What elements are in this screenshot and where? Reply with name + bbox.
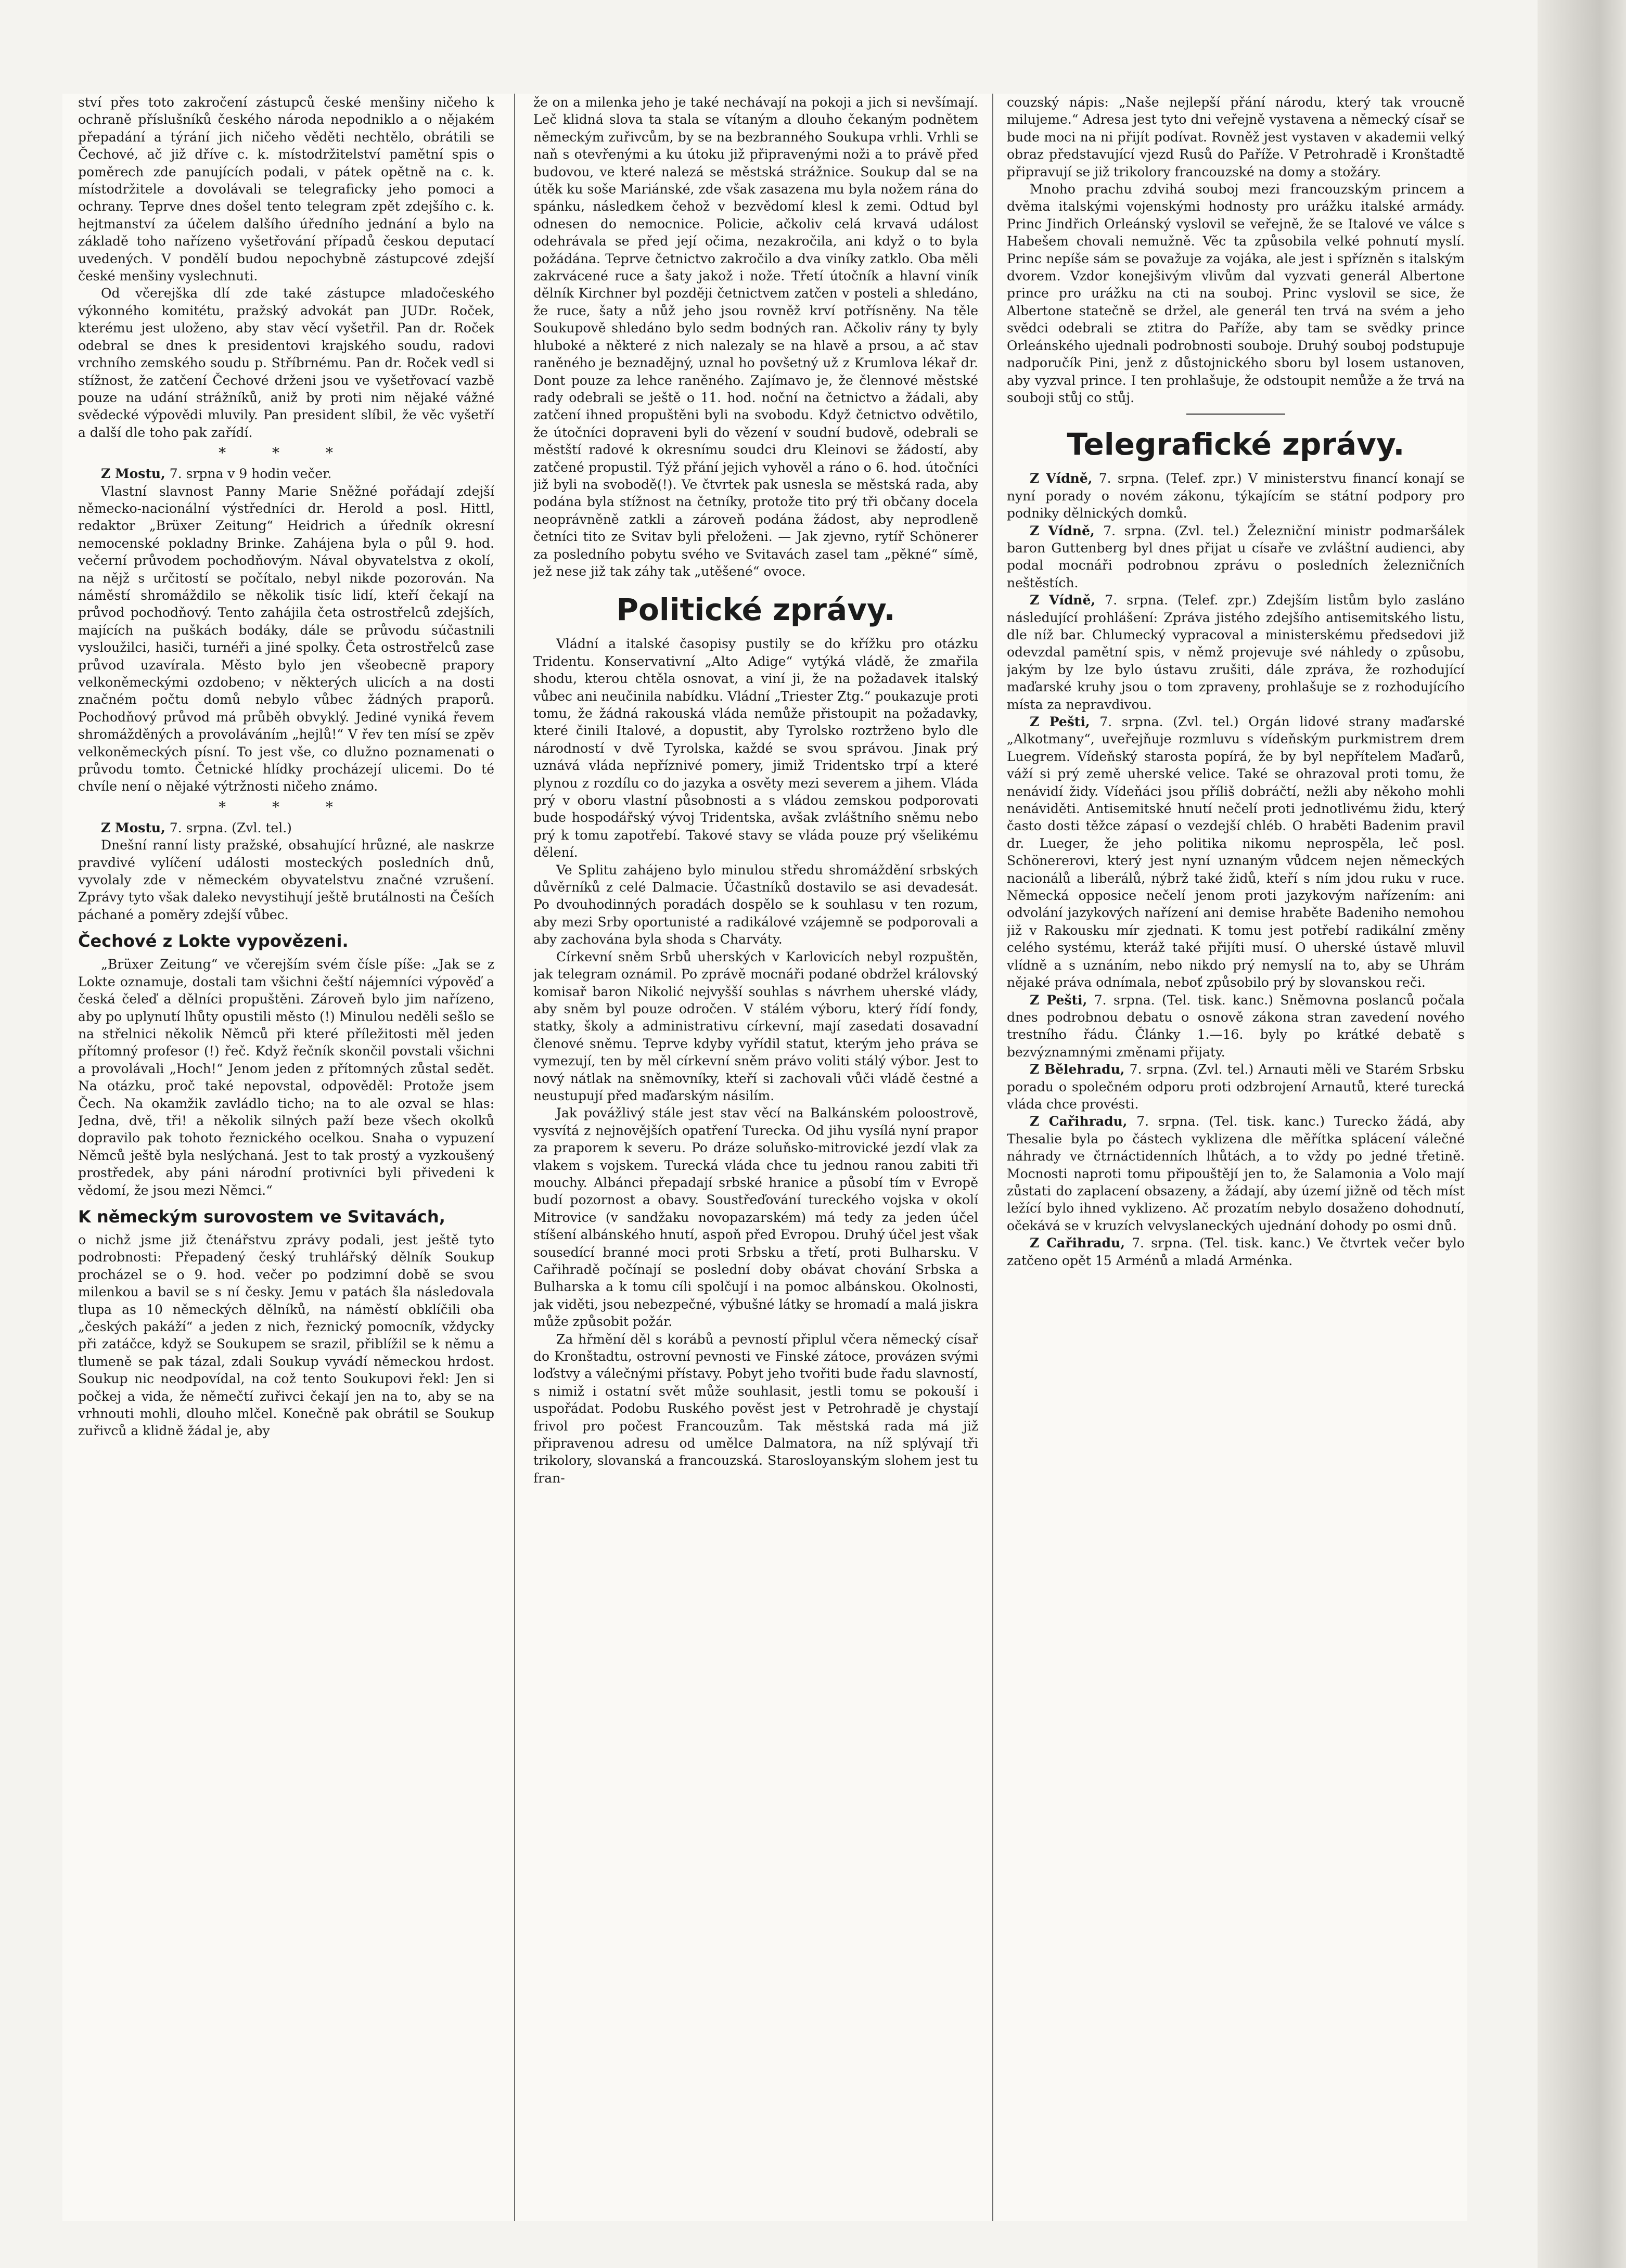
section-heading: Politické zprávy. <box>616 592 895 628</box>
news-item-text: 7. srpna. (Zvl. tel.) Arnauti měli ve Starém Srbsku poradu o společném odporu proti odzbrojení Arnautů, které turecká vláda chce provésti. <box>1007 1062 1465 1112</box>
dateline: Z Pešti, <box>1030 992 1087 1008</box>
article-paragraph: ství přes toto zakročení zástupců české menšiny ničeho k ochraně příslušníků českého národa nepodniklo a o nějakém přepadání a týrání jich ničeho věděti nechtělo, obrátili se Čechové, ač již dříve c. k. místodržitelství pamětní spis o poměrech zde panujících podali, v pátek opětně na c. k. místodržitele a dovolávali se telegraficky jeho pomoci a ochrany. Teprve dnes došel tento telegram zpět zdejšího c. k. hejtmanství za účelem dalšího úředního jednání a bylo na základě toho nařízeno vyšetřování případů českou deputací uvedených. V pondělí budou nepochybně zástupcové zdejší české menšiny vyslechnuti. <box>78 95 494 284</box>
dateline: Z Bělehradu, <box>1030 1062 1125 1077</box>
section-separator: * * * <box>219 444 354 462</box>
news-item <box>1007 991 1465 1061</box>
article-paragraph: „Brüxer Zeitung“ ve včerejším svém čísle píše: „Jak se z Lokte oznamuje, dostali tam všichni čeští nájemníci výpověď a česká čeleď a dělníci propuštěni. Zároveň bylo jim nařízeno, aby po uplynutí lhůty opustili město (!) Minulou neděli sešlo se na střelnici několik Němců při které příležitosti měl jeden přítomný profesor (!) řeč. Když řečník skončil povstali všichni a provolávali „Hoch!“ Jenom jeden z přítomných zůstal sedět. Na otázku, proč také nepovstal, odpověděl: Protože jsem Čech. Na okamžik zavládlo ticho; na to ale ozval se hlas: Jedna, dvě, tři! a několik silných paží beze všech okolků dopravilo pak tohoto řeznického ocelkou. Snaha o vypuzení Němců ještě byla neslýchaná. Jest to tak prostý a vyzkoušený prostředek, aby páni národní protivníci byli přivedeni k vědomí, že jsou mezi Němci.“ <box>78 957 494 1198</box>
column-divider <box>514 94 515 2221</box>
news-item <box>78 819 494 836</box>
dateline: Z Vídně, <box>1030 471 1093 486</box>
dateline: Z Vídně, <box>1030 592 1096 608</box>
news-item <box>1007 1113 1465 1234</box>
news-item-lead: 7. srpna v 9 hodin večer. <box>169 466 332 482</box>
article-paragraph: Církevní sněm Srbů uherských v Karlovicích nebyl rozpuštěn, jak telegram oznámil. Po zprávě mocnáři podané obdržel královský komisař baron Nikolić nejvyšší souhlas s návrhem uherské vlády, aby sněm byl pouze odročen. V stálém výboru, který řídí fondy, statky, školy a administrativu církevní, mají zasedati dosavadní členové sněmu. Teprve kdyby vyřídil statut, kterým jeho práva se vymezují, ten by měl církevní sněm právo voliti stálý výbor. Jest to nový nátlak na sněmovníky, kteří si zachovali vůči vládě čestné a neustupují před maďarským násilím. <box>533 949 978 1103</box>
short-rule <box>1186 414 1285 415</box>
section-separator: * * * <box>219 798 354 816</box>
article-paragraph: couzský nápis: „Naše nejlepší přání národu, který tak vroucně milujeme.“ Adresa jest tyto dni veřejně vystavena a německý císař se bude moci na ni přijít podívat. Rovněž jest vystaven v akademii velký obraz představující vjezd Rusů do Paříže. V Petrohradě i Kronštadtě připravují se již trikolory francouzské na domy a stožáry. <box>1007 95 1465 179</box>
news-item <box>78 465 494 482</box>
news-item-text: 7. srpna. (Tel. tisk. kanc.) Sněmovna poslanců počala dnes podrobnou debatu o osnově zákona stran zavedení nového trestního řádu. Články 1.—16. byly po krátké debatě s bezvýznamnými změnami přijaty. <box>1007 992 1465 1060</box>
news-item <box>1007 1234 1465 1269</box>
article-paragraph: Od včerejška dlí zde také zástupce mladočeského výkonného komitétu, pražský advokát pan JUDr. Roček, kterému jest uloženo, aby stav věcí vyšetřil. Pan dr. Roček odebral se dnes k presidentovi krajského soudu, radovi vrchního zemského soudu p. Stříbrnému. Pan dr. Roček vedl si stížnost, že zatčení Čechové drženi jsou ve vyšetřovací vazbě pouze na udání strážníků, aniž by proti nim nějaké vážné svědecké výpovědi mluvily. Pan president slíbil, že věc vyšetří a další dle toho pak zařídí. <box>78 286 494 440</box>
article-paragraph: Za hřmění děl s korábů a pevností připlul včera německý císař do Kronštadtu, ostrovní pevnosti ve Finské zátoce, provázen svými loďstvy a válečnými přístavy. Pobyt jeho tvořiti bude řadu slavností, s nimiž i ostatní svět může souhlasit, jestli tomu se pokouší i uspořádat. Podobu Ruského pověst jest v Petrohradě je chystají frivol pro počest Francouzům. Tak městská rada má již připravenou adresu od umělce Dalmatora, na níž splývají tři trikolory, slovanská a francouzská. Starosloyanským slohem jest tu fran- <box>533 1331 978 1486</box>
dateline: Z Vídně, <box>1030 523 1095 538</box>
column-2 <box>533 94 978 2221</box>
dateline: Z Cařihradu, <box>1030 1114 1128 1129</box>
dateline: Z Pešti, <box>1030 714 1090 729</box>
column-divider <box>992 94 993 2221</box>
news-item <box>1007 522 1465 592</box>
article-heading: K německým surovostem ve Svitavách, <box>78 1206 445 1227</box>
page-fold-shadow <box>1538 0 1626 2268</box>
article-paragraph: Mnoho prachu zdvihá souboj mezi francouzským princem a dvěma italskými vojenskými hodnosty pro urážku italské armády. Princ Jindřich Orleánský vyslovil se veřejně, že se Italové ve válce s Habešem chovali nemužně. Věc ta způsobila velké pohnutí myslí. Princ nepíše sám se považuje za vojáka, ale jest i spřízněn s italským dvorem. Vzdor konejšivým vlivům dal vyzvati generál Albertone prince pro urážku na cti na souboj. Princ vyslovil se sice, že Albertone statečně se držel, ale generál ten trvá na svém a jeho svědci odebrali se ztitra do Paříže, aby tam se svědky prince Orleánského ujednali podrobnosti souboje. Druhý souboj podstupuje nadporučík Pini, jenž z důstojnického sboru byl losem ustanoven, aby vyzval prince. I ten prohlašuje, že odstoupit nemůže a že trvá na souboji stůj co stůj. <box>1007 182 1465 405</box>
article-heading: Čechové z Lokte vypovězeni. <box>78 931 349 951</box>
section-heading: Telegrafické zprávy. <box>1067 427 1405 462</box>
newspaper-page <box>62 94 1467 2221</box>
news-item-text: 7. srpna. (Tel. tisk. kanc.) Turecko žádá, aby Thesalie byla po částech vyklizena dle měřítka splácení válečné náhrady ve čtrnáctidenních lhůtách, a to vždy po jedné třetině. Mocnosti naproti tomu připouštějí jen to, že Salamonia a Volo mají zůstati do zaplacení obsazeny, a žádají, aby území jižně od těch míst ležící bylo ihned vyklizeno. Ač prozatím nebylo dosaženo dohodnutí, očekává se v kruzích velvyslaneckých ujednání dohody po osmi dnů. <box>1007 1114 1465 1233</box>
news-item-text: 7. srpna. (Zvl. tel.) Orgán lidové strany maďarské „Alkotmany“, uveřejňuje rozmluvu s vídeňským purkmistrem drem Luegrem. Vídeňský starosta popírá, že by byl nepřítelem Maďarů, váží si prý země uherské velice. Také se ohrazoval proti tomu, že nenávidí židy. Vídeňáci jsou příliš dobráčtí, nežli aby někoho mohli nenáviděti. Antisemitské hnutí nečelí proti jednotlivému židu, který často dosti těžce zápasí o vezdejší chléb. O hraběti Badenim pravil dr. Lueger, že jeho politika nikomu neprospěla, leč posl. Schönererovi, který jest nyní uznaným vůdcem nejen německých nacionálů a liberálů, nýbrž také židů, kteří s ním jdou ruku v ruce. Německá opposice nečelí jenom proti jazykovým nařízením: ani odvolání jazykových nařízení ani demise hraběte Badeniho nemohou již v Rakousku mír zjednati. K tomu jest potřebí radikální změny celého systému, kteráž také přijíti musí. O uherské ústavě mluvil vlídně a s uznáním, nebo nikdo prý nemyslí na to, aby se Uhrám nějaké práva odnímala, neboť způsobilo prý by slovanskou reči. <box>1007 714 1465 990</box>
news-item <box>1007 470 1465 522</box>
news-item-text: 7. srpna. (Telef. zpr.) Zdejším listům bylo zasláno následující prohlášení: Zpráva jistého zdejšího antisemitského listu, dle níž bar. Chlumecký vypracoval a ministerskému předsedovi již odevzdal pamětní spis, v němž projevuje své náhledy o způsobu, jakým by lze bylo ústavu zrušiti, dále zpráva, že rozhodující maďarské kruhy jsou o tom zpraveny, prohlašuje se z rozhodujícího místa za nepravdivou. <box>1007 592 1465 712</box>
article-paragraph: o nichž jsme již čtenářstvu zprávy podali, jest ještě tyto podrobnosti: Přepadený český truhlářský dělník Soukup procházel se o 9. hod. večer po podzimní době se svou milenkou a bavil se s ní česky. Jemu v patách šla následovala tlupa as 10 německých dělníků, na náměstí obklíčili oba „českých pakáží“ a jeden z nich, řeznický pomocník, vždycky při zatáčce, když se Soukupem se srazil, přiblížil se k němu a tlumeně se pak tázal, zdali Soukup vyvádí německou hrdost. Soukup nic neodpovídal, na což tento Soukupovi řekl: Jen si počkej a vida, že němečtí zuřivci čekají jen na to, aby se na vrhnouti mohli, dlouho mlčel. Konečně pak obrátil se Soukup zuřivců a klidně žádal je, aby <box>78 1232 494 1439</box>
dateline: Z Cařihradu, <box>1030 1235 1125 1251</box>
column-3 <box>1007 94 1465 2221</box>
article-paragraph: Ve Splitu zahájeno bylo minulou středu shromáždění srbských důvěrníků z celé Dalmacie. Účastníků dostavilo se asi devadesát. Po dvouhodinných poradách dospělo se k souhlasu v ten rozum, aby mezi Srby oportunisté a radikálové vzájemně se podporovali a aby zachována byla shoda s Charváty. <box>533 862 978 947</box>
news-item-text: 7. srpna. (Telef. zpr.) V ministerstvu financí konají se nyní porady o novém zákonu, týkajícím se státní podpory pro podniky dělnických domků. <box>1007 471 1465 521</box>
column-1 <box>78 94 494 2221</box>
article-paragraph: že on a milenka jeho je také nechávají na pokoji a jich si nevšímají. Leč klidná slova ta stala se vítaným a dlouho čekaným podnětem německým zuřivcům, by se na bezbranného Soukupa vrhli. Vrhli se naň s otevřenými a ku útoku již připravenými noži a to právě před budovou, ve které nalezá se městská strážnice. Soukup dal se na útěk ku soše Mariánské, zde však zasazena mu byla nožem rána do spánku, následkem čehož v bezvědomí klesl k zemi. Odtud byl odnesen do nemocnice. Policie, ačkoliv celá krvavá událost odehrávala se před její očima, nezakročila, ani když o to byla požádána. Teprve četnictvo zakročilo a dva viníky zatklo. Oba měli zakrvácené ruce a šaty jakož i nože. Třetí útočník a hlavní viník dělník Kirchner byl později četnictvem zatčen v posteli a shledáno, že ruce, šaty a nůž jeho jsou rovněž krví potřísněny. Na těle Soukupově shledáno bylo sedm bodných ran. Ačkoliv rány ty byly hluboké a některé z nich nalezaly se na hlavě a prsou, a ač stav raněného je beznadějný, uznal ho povšetný už z Krumlova lékař dr. Dont pouze za lehce raněného. Zajímavo je, že člennové městské rady odebrali se ještě o 11. hod. noční na četnictvo a žádali, aby zatčení ihned propuštěni byli na svobodu. Když četnictvo odvětilo, že útočníci dopraveni byli do vězení v soudní budově, odebrali se městští radové k okresnímu soudci dru Kleinovi se žádostí, aby zatčené propustil. Týž přání jejich vyhověl a ráno o 6. hod. útočníci již byli na svobodě(!). Ve čtvrtek pak usnesla se městská rada, aby podána byla stížnost na četníky, protože tito prý tři občany docela neoprávněně zatkli a zároveň podána žádost, aby neprodleně četníci tito ze Svitav byli přeloženi. — Jak zjevno, rytíř Schönerer za posledního pobytu svého ve Svitavách zasel tam „pěkné“ símě, jež nese již tak záhy tak „utěšené“ ovoce. <box>533 95 978 579</box>
article-paragraph: Jak povážlivý stále jest stav věcí na Balkánském poloostrově, vysvítá z nejnovějších opatření Turecka. Od jihu vysílá nyní prapor za praporem k severu. Po dráze soluňsko-mitrovické jezdí vlak za vlakem s vojskem. Turecká vláda chce tu jednou ranou zabiti tři mouchy. Albánci přepadají srbské hranice a působí tím v Evropě budí pozornost a obavy. Soustřeďování tureckého vojska v okolí Mitrovice (v sandžaku novopazarském) má tedy za jeden účel stíšení albánského hnutí, aspoň před Evropou. Druhý účel jest však sousedící branné moci proti Srbsku a třetí, proti Bulharsku. V Cařihradě počínají se poslední doby obávat chování Srbska a Bulharska a k tomu cíli spolčují i na pomoc albánskou. Okolnosti, jak viděti, jsou nebezpečné, výbušné látky se hromadí a malá jiskra může způsobit požár. <box>533 1105 978 1330</box>
news-item-lead: 7. srpna. (Zvl. tel.) <box>169 820 292 835</box>
news-item <box>1007 1061 1465 1113</box>
news-item-text: 7. srpna. (Tel. tisk. kanc.) Ve čtvrtek večer bylo zatčeno opět 15 Arménů a mladá Arménka. <box>1007 1235 1465 1268</box>
article-paragraph: Vládní a italské časopisy pustily se do křížku pro otázku Tridentu. Konservativní „Alto Adige“ vytýká vládě, že zmařila shodu, kterou chtěla osnovat, a viní ji, že na požadavek italský vůbec ani neučinila nabídku. Vládní „Triester Ztg.“ poukazuje proti tomu, že žádná rakouská vláda nemůže přistoupit na požadavky, které činili Italové, a dopustit, aby Tyrolsko roztrženo bylo dle národností v dvě Tyrolska, každé se svou správou. Jinak prý uznává vláda nepříznivé pomery, jimiž Tridentsko trpí a které plynou z rozdílu co do jazyka a osvěty mezi severem a jihem. Vláda prý v oboru vlastní působnosti a s vládou zemskou podporovati bude hospodářský vývoj Tridentska, avšak zvláštního sněmu nebo prý k tomu zapotřebí. Takové stavy se vláda pouze prý všelikému dělení. <box>533 636 978 860</box>
dateline: Z Mostu, <box>101 466 165 482</box>
article-paragraph: Dnešní ranní listy pražské, obsahující hrůzné, ale naskrze pravdivé vylíčení události mosteckých posledních dnů, vyvolaly zde v německém obyvatelstvu značné vzrušení. Zprávy tyto však daleko nevystihují ještě brutálnosti na Češích páchané a poměry zdejší vůbec. <box>78 837 494 922</box>
news-item-text: 7. srpna. (Zvl. tel.) Železniční ministr podmaršálek baron Guttenberg byl dnes přijat u císaře ve zvláštní audienci, aby podal mocnáři podrobnou zprávu o posledních železničních neštěstích. <box>1007 523 1465 590</box>
news-item <box>1007 591 1465 713</box>
article-paragraph: Vlastní slavnost Panny Marie Sněžné pořádají zdejší německo-nacionální výstředníci dr. Herold a posl. Hittl, redaktor „Brüxer Zeitung“ Heidrich a úředník okresní nemocenské pokladny Brinke. Zahájena byla o půl 9. hod. večerní průvodem pochodňovým. Nával obyvatelstva z okolí, na nějž s určitostí se počítalo, nebyl nikde pozorován. Na náměstí shromáždilo se několik tisíc lidí, kteří čekají na průvod pochodňový. Tento zahájila četa ostrostřelců zdejších, majících na puškách bodáky, dále se průvodu súčastnili vysloužilci, hasiči, turnéři a jiné spolky. Četa ostrostřelců zase průvod uzavírala. Město bylo jen všeobecně prapory velkoněmeckými ozdobeno; v některých ulicích a na dosti značném počtu domů nebylo vůbec žádných praporů. Pochodňový průvod má průběh obvyklý. Jediné vyniká řevem shromážděných a provoláváním „hejlů!“ V řev ten mísí se zpěv velkoněmeckých písní. To jest vše, co dlužno poznamenati o průvodu tomto. Četnické hlídky procházejí ulicemi. Do té chvíle není o nějaké výtržnosti ničeho známo. <box>78 483 494 794</box>
dateline: Z Mostu, <box>101 820 165 835</box>
news-item <box>1007 713 1465 991</box>
